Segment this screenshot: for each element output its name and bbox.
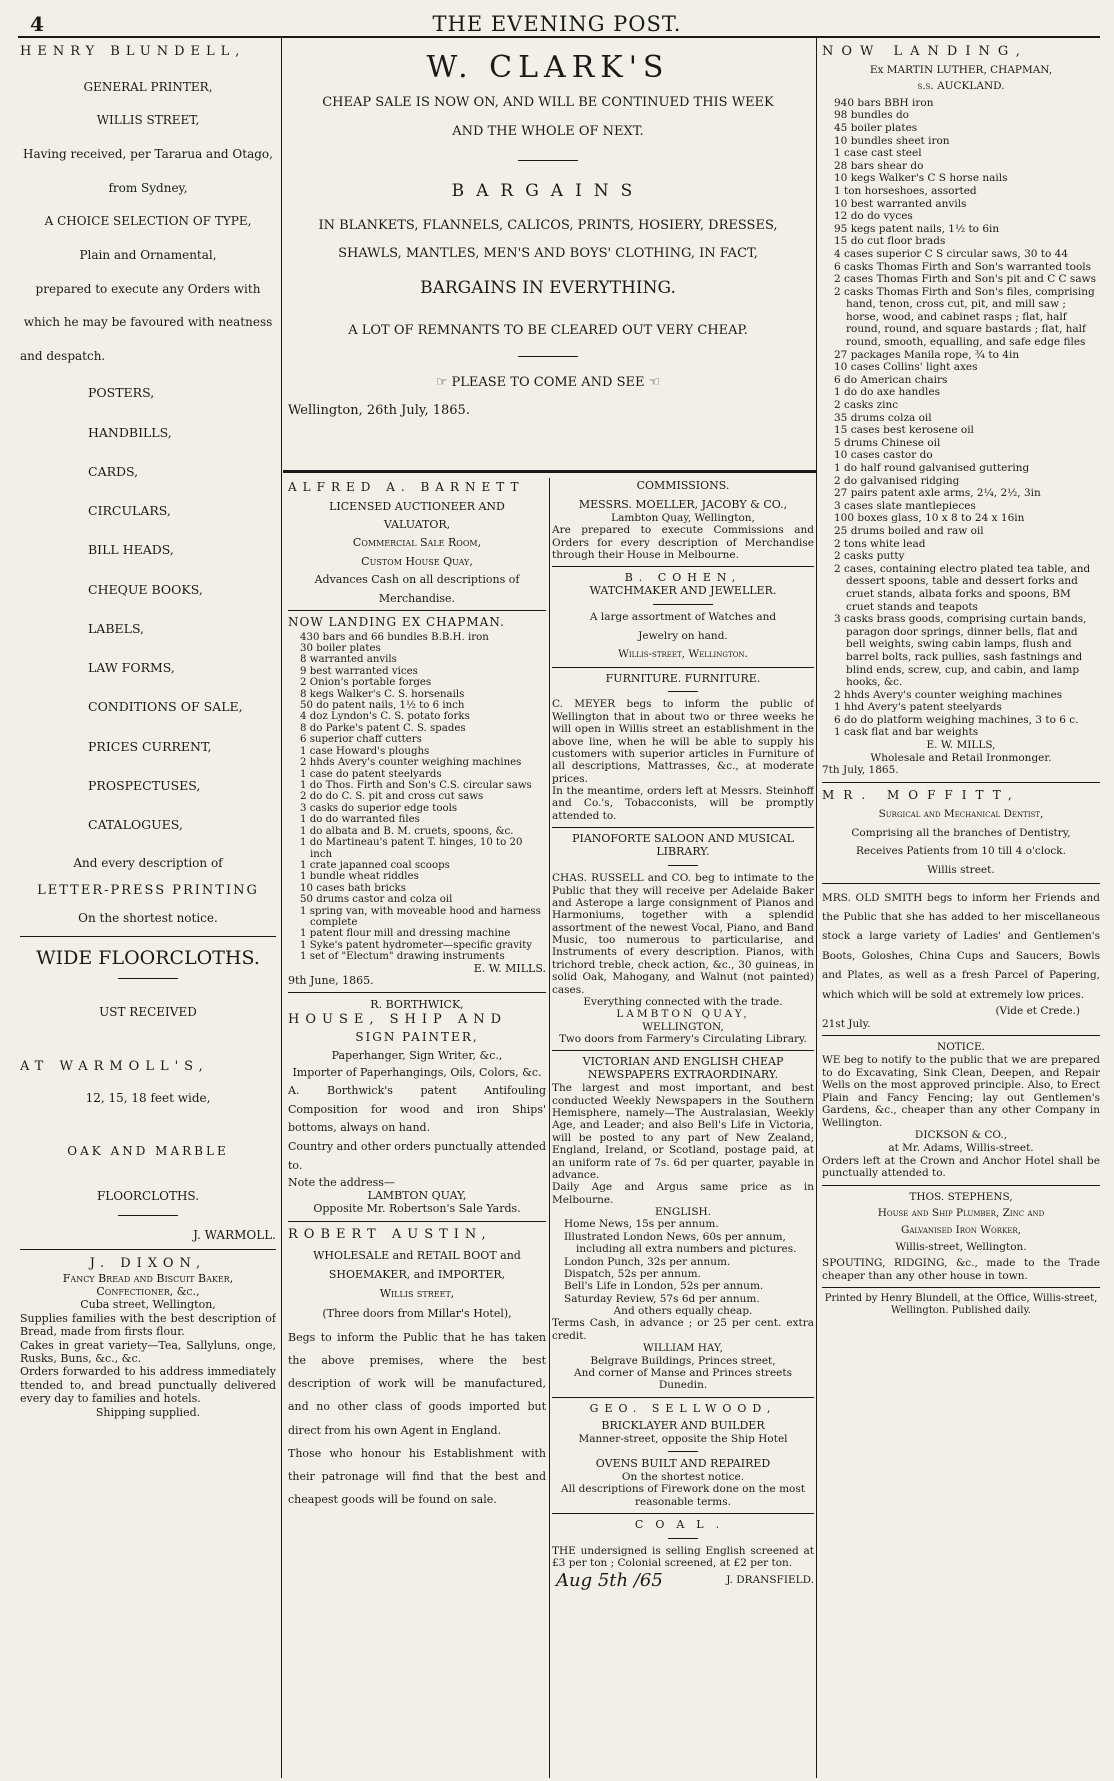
list-item: 15 do cut floor brads xyxy=(834,235,946,248)
ad-line: Wholesale and Retail Ironmonger. xyxy=(870,751,1052,764)
list-item: 4 cases superior C S circular saws, 30 to 44 xyxy=(834,247,1069,260)
list-item: 2 do do C. S. pit and cross cut saws xyxy=(300,791,484,803)
ad-line: (Vide et Crede.) xyxy=(995,1005,1080,1018)
ad-line: Having received, per Tararua and Otago, xyxy=(23,147,273,162)
ad-line: All descriptions of Firework done on the most reasonable terms. xyxy=(561,1483,805,1508)
ad-divider xyxy=(552,1397,814,1398)
ad-moffitt xyxy=(822,788,1100,877)
ad-divider xyxy=(668,691,698,692)
ad-line: LAMBTON QUAY, xyxy=(616,1008,750,1021)
ad-line: and despatch. xyxy=(20,348,106,363)
list-item: 1 case do patent steelyards xyxy=(300,768,442,780)
list-item: 4 doz Lyndon's C. S. potato forks xyxy=(300,711,470,723)
list-item: 2 cases Thomas Firth and Son's pit and C C saws xyxy=(834,273,1096,286)
ad-body: Those who honour his Establishment with their patronage will find that the best and cheapest goods will be found on sale. xyxy=(288,1446,546,1506)
list-item: London Punch, 32s per annum. xyxy=(564,1255,731,1268)
list-item: Illustrated London News, 60s per annum, including all extra numbers and pictures. xyxy=(564,1230,797,1256)
ad-moeller xyxy=(552,480,814,561)
ad-divider xyxy=(288,992,546,993)
advertiser-name: ALFRED A. BARNETT xyxy=(288,480,525,494)
ad-line xyxy=(288,375,808,391)
ad-body: In the meantime, orders left at Messrs. Steinhoff and Co.'s, Tobacconists, will be promptly attended to. xyxy=(552,785,814,822)
list-item: 1 do albata and B. M. cruets, spoons, &c. xyxy=(300,825,514,837)
list-item: LABELS, xyxy=(88,620,145,636)
ad-body: MRS. OLD SMITH begs to inform her Friends and the Public that she has added to her miscellaneous stock a large variety of Ladies' and Gentlemen's Boots, Goloshes, China Cups and Saucers, Bowls and Plates, as well as a fresh Parcel of Papering, which which will be sold at extremely low prices. xyxy=(822,891,1100,1001)
list-item: Saturday Review, 57s 6d per annum. xyxy=(564,1292,760,1305)
advertiser-name: GEO. SELLWOOD, xyxy=(589,1401,777,1415)
newspaper-title: THE EVENING POST. xyxy=(432,12,682,36)
list-item: 2 Onion's portable forges xyxy=(300,677,432,689)
ad-line: Paperhanger, Sign Writer, &c., xyxy=(331,1049,503,1063)
column-divider xyxy=(549,478,550,1778)
ad-blundell xyxy=(20,44,276,926)
ad-title: COAL. xyxy=(634,1518,732,1532)
ad-heading: BARGAINS IN EVERYTHING. xyxy=(420,277,676,298)
ad-line: Two doors from Farmery's Circulating Library. xyxy=(559,1033,807,1046)
list-item: CHEQUE BOOKS, xyxy=(88,581,203,597)
ad-warmoll xyxy=(20,947,276,1243)
ad-sellwood xyxy=(552,1403,814,1508)
list-item: 1 do half round galvanised guttering xyxy=(834,462,1030,474)
ad-body: CHAS. RUSSELL and CO. beg to intimate to the Public that they will receive per Adelaide Baker and Asterope a large consignment of Pianos and Harmoniums, together with a splendid assortment of the newest Vocal, Piano, and Band Music, too numerous to particularise, and Instruments of every description. Pianos, with trichord treble, check action, &c., 30 guineas, in solid Oak, Mahogany, and Walnut (not painted) cases. xyxy=(552,872,814,996)
ad-line: Surgical and Mechanical Dentist, xyxy=(878,808,1044,821)
list-item: 100 boxes glass, 10 x 8 to 24 x 16in xyxy=(834,512,1025,525)
ad-line: GENERAL PRINTER, xyxy=(83,79,213,94)
page-number: 4 xyxy=(30,12,44,36)
ad-line: Importer of Paperhangings, Oils, Colors, &c. xyxy=(292,1065,542,1079)
newspaper-list xyxy=(552,1218,814,1305)
ad-line: Confectioner, &c., xyxy=(96,1285,200,1299)
ad-line: s.s. AUCKLAND. xyxy=(917,80,1005,93)
ad-divider xyxy=(518,356,578,357)
list-item: 8 warranted anvils xyxy=(300,654,397,666)
list-item: LAW FORMS, xyxy=(88,660,175,676)
list-item: 6 do do platform weighing machines, 3 to 6 c. xyxy=(834,713,1079,726)
ad-divider xyxy=(822,1287,1100,1288)
ad-divider xyxy=(518,160,578,161)
list-item: CONDITIONS OF SALE, xyxy=(88,699,243,715)
list-item: Home News, 15s per annum. xyxy=(564,1218,719,1231)
ad-line: Manner-street, opposite the Ship Hotel xyxy=(578,1432,788,1445)
ad-divider xyxy=(668,865,698,866)
list-item: 5 drums Chinese oil xyxy=(834,436,941,449)
ad-line: LICENSED AUCTIONEER AND xyxy=(329,499,505,513)
handwritten-date: Aug 5th /65 xyxy=(556,1569,663,1591)
ad-divider xyxy=(552,827,814,828)
ad-line: Dunedin. xyxy=(658,1379,708,1392)
list-item: CIRCULARS, xyxy=(88,503,171,519)
ad-body: Terms Cash, in advance ; or 25 per cent. extra credit. xyxy=(552,1317,814,1342)
ad-line: 12, 15, 18 feet wide, xyxy=(85,1091,211,1106)
ad-divider xyxy=(552,667,814,668)
ad-line: LAMBTON QUAY, xyxy=(367,1188,467,1202)
ad-line: Willis street, xyxy=(379,1287,455,1301)
section-rule xyxy=(283,470,816,473)
list-item: 1 do Thos. Firth and Son's C.S. circular saws xyxy=(300,779,532,791)
ad-line: On the shortest notice. xyxy=(621,1471,745,1483)
ad-barnett xyxy=(288,480,546,605)
ad-line: IN BLANKETS, FLANNELS, CALICOS, PRINTS, HOSIERY, DRESSES, xyxy=(318,218,778,234)
ad-divider xyxy=(822,883,1100,884)
ad-divider xyxy=(288,610,546,611)
list-item: 1 ton horseshoes, assorted xyxy=(834,184,977,197)
column-middle-right xyxy=(552,480,814,1775)
ad-meyer xyxy=(552,673,814,823)
ad-line: AND THE WHOLE OF NEXT. xyxy=(452,124,644,140)
ad-body: Cakes in great variety—Tea, Sallyluns, onge, Rusks, Buns, &c., &c. xyxy=(20,1338,276,1366)
ad-coal xyxy=(552,1519,814,1594)
advertiser-name: R. BORTHWICK, xyxy=(370,998,464,1012)
list-item: 3 casks do superior edge tools xyxy=(300,802,458,814)
masthead xyxy=(0,6,1114,36)
ad-heading: BARGAINS xyxy=(451,181,645,202)
ad-line: (Three doors from Millar's Hotel), xyxy=(322,1306,512,1320)
list-item: 2 hhds Avery's counter weighing machines xyxy=(300,757,522,769)
ad-date: 7th July, 1865. xyxy=(822,764,899,777)
ad-line: Willis-street, Wellington. xyxy=(618,648,748,661)
list-item: CATALOGUES, xyxy=(88,817,183,833)
ad-heading: SIGN PAINTER, xyxy=(355,1029,479,1044)
ad-body: Orders forwarded to his address immediately ttended to, and bread punctually delivered every day to families and hotels. xyxy=(20,1365,276,1406)
ad-clark xyxy=(288,44,808,466)
list-item: 2 hhds Avery's counter weighing machines xyxy=(834,688,1063,701)
printing-services-list xyxy=(20,385,276,832)
ad-line: Plain and Ornamental, xyxy=(79,247,217,262)
ad-line: And corner of Manse and Princes streets xyxy=(574,1366,792,1379)
advertiser-name: ROBERT AUSTIN, xyxy=(288,1226,492,1242)
list-item: 940 bars BBH iron xyxy=(834,96,934,109)
list-item: 430 bars and 66 bundles B.B.H. iron xyxy=(300,631,489,643)
ad-line: Shipping supplied. xyxy=(95,1405,201,1419)
ad-title: PIANOFORTE SALOON AND MUSICAL LIBRARY. xyxy=(572,832,794,859)
ad-text: PLEASE TO COME AND SEE xyxy=(451,375,645,391)
list-item: 50 drums castor and colza oil xyxy=(300,894,453,906)
ad-divider xyxy=(552,566,814,567)
ad-date: 21st July. xyxy=(822,1017,871,1030)
list-item: 6 superior chaff cutters xyxy=(300,734,422,746)
ad-title: COMMISSIONS. xyxy=(636,480,730,492)
list-item: 1 spring van, with moveable hood and harness complete xyxy=(300,905,541,929)
ad-divider xyxy=(118,978,178,979)
list-item: 10 kegs Walker's C S horse nails xyxy=(834,172,1008,185)
list-item: 1 bundle wheat riddles xyxy=(300,871,419,883)
list-item: 10 cases bath bricks xyxy=(300,882,406,894)
column-middle-left xyxy=(288,480,546,1775)
ad-divider xyxy=(668,1538,698,1539)
list-item: 50 do patent nails, 1½ to 6 inch xyxy=(300,700,465,712)
ad-date: Wellington, 26th July, 1865. xyxy=(288,403,470,419)
ad-body: SPOUTING, RIDGING, &c., made to the Trade cheaper than any other house in town. xyxy=(822,1257,1100,1282)
ad-line: A large assortment of Watches and xyxy=(589,611,777,624)
ad-line: On the shortest notice. xyxy=(78,910,218,925)
ad-line: And every description of xyxy=(73,856,223,871)
ad-divider xyxy=(668,1451,698,1452)
list-item: 1 do do axe handles xyxy=(834,386,940,399)
advertiser-name: MR. MOFFITT, xyxy=(822,787,1021,802)
ad-line: SHOEMAKER, and IMPORTER, xyxy=(328,1267,506,1281)
ad-body: A. Borthwick's patent Antifouling Composition for wood and iron Ships' bottoms, always on hand. xyxy=(288,1084,546,1135)
ad-line: Everything connected with the trade. xyxy=(583,995,783,1008)
list-item: CARDS, xyxy=(88,463,139,479)
list-item: 2 tons white lead xyxy=(834,537,926,550)
ad-line: Fancy Bread and Biscuit Baker, xyxy=(62,1271,234,1285)
ad-divider xyxy=(552,1050,814,1051)
list-item: 2 casks zinc xyxy=(834,399,899,412)
list-item: 8 do Parke's patent C. S. spades xyxy=(300,722,466,734)
ad-body: Supplies families with the best description of Bread, made from firsts flour. xyxy=(20,1311,276,1339)
goods-list xyxy=(288,632,546,963)
ad-line: AT WARMOLL'S, xyxy=(20,1059,209,1075)
ad-footer xyxy=(552,1570,814,1594)
list-item: 6 casks Thomas Firth and Son's warranted tools xyxy=(834,260,1092,273)
list-item: BILL HEADS, xyxy=(88,542,174,558)
advertiser-name: J. DIXON, xyxy=(89,1255,207,1271)
column-left xyxy=(20,44,276,1779)
ad-line: Note the address— xyxy=(288,1175,395,1189)
list-item: HANDBILLS, xyxy=(88,424,172,440)
ad-body: Begs to inform the Public that he has taken the above premises, where the best description of work will be manufactured, and no other class of goods imported but direct from his own Agent in England. xyxy=(288,1331,546,1437)
column-divider xyxy=(281,38,282,1778)
ad-title: W. CLARK'S xyxy=(426,50,670,85)
ad-heading: HOUSE, SHIP AND xyxy=(288,1011,508,1027)
ad-line: FLOORCLOTHS. xyxy=(96,1188,200,1203)
ad-line: Merchandise. xyxy=(378,591,456,605)
ad-line: Custom House Quay, xyxy=(361,554,473,568)
list-item: 1 cask flat and bar weights xyxy=(834,726,979,739)
ad-line: SHAWLS, MANTLES, MEN'S AND BOYS' CLOTHING, IN FACT, xyxy=(338,245,758,261)
advertiser-name: B. COHEN, xyxy=(624,571,742,585)
ad-line: Galvanised Iron Worker, xyxy=(900,1224,1021,1237)
ad-body: Daily Age and Argus same price as in Melbourne. xyxy=(552,1181,814,1206)
ad-title: NOW LANDING, xyxy=(822,44,1028,59)
ad-title: NOW LANDING EX CHAPMAN. xyxy=(288,615,505,630)
pointing-hand-icon: ☞ xyxy=(435,375,452,391)
ad-title: NOTICE. xyxy=(937,1041,985,1054)
ad-body: WE beg to notify to the public that we are prepared to do Excavating, Sink Clean, Deepen, and Repair Wells on the most approved principle. Also, to Erect Plain and Fancy Fencing; lay out Gentlemen's Gardens, &c., cheaper than any other Company in Wellington. xyxy=(822,1053,1100,1129)
pointing-hand-icon: ☜ xyxy=(644,375,661,391)
list-item: 9 best warranted vices xyxy=(300,665,418,677)
ad-signature: DICKSON & CO., xyxy=(914,1129,1008,1142)
ad-line: Comprising all the branches of Dentistry, xyxy=(851,826,1071,839)
ad-cohen xyxy=(552,572,814,660)
list-item: 95 kegs patent nails, 1½ to 6in xyxy=(834,222,1000,235)
ad-line: A LOT OF REMNANTS TO BE CLEARED OUT VERY CHEAP. xyxy=(348,322,748,338)
ad-landing-chapman xyxy=(288,616,546,987)
list-item: 1 case Howard's ploughs xyxy=(300,745,430,757)
ad-russell xyxy=(552,833,814,1045)
list-item: 1 set of "Electum" drawing instruments xyxy=(300,951,505,963)
ad-divider xyxy=(20,1249,276,1250)
ad-line: And others equally cheap. xyxy=(613,1305,753,1318)
list-item: 28 bars shear do xyxy=(834,159,924,172)
ad-line: OVENS BUILT AND REPAIRED xyxy=(595,1457,771,1471)
list-item: 3 casks brass goods, comprising curtain bands, paragon door springs, dinner bells, flat and bell weights, swing cabin lamps, flush and barrel bolts, rack pullies, sash fastnings and blind ends, screw, cup, and cabin, and lamp hooks, &c. xyxy=(834,613,1087,689)
list-item: 1 do do warranted files xyxy=(300,814,420,826)
ad-title: WIDE FLOORCLOTHS. xyxy=(36,946,260,969)
ad-line: which he may be favoured with neatness xyxy=(23,315,273,330)
list-item: 3 cases slate mantlepieces xyxy=(834,499,976,512)
ad-body: Are prepared to execute Commissions and Orders for every description of Merchandise through their House in Melbourne. xyxy=(552,524,814,562)
ad-signature: E. W. MILLS. xyxy=(473,961,546,975)
list-item: 25 drums boiled and raw oil xyxy=(834,524,984,537)
list-item: 1 do Martineau's patent T. hinges, 10 to 20 inch xyxy=(300,837,523,860)
ad-dixon xyxy=(20,1256,276,1419)
ad-line: Belgrave Buildings, Princes street, xyxy=(590,1354,776,1367)
list-item: 27 packages Manila rope, ¾ to 4in xyxy=(834,348,1020,361)
ad-line: at Mr. Adams, Willis-street. xyxy=(888,1142,1034,1155)
ad-line: Advances Cash on all descriptions of xyxy=(314,573,520,587)
ad-line: Ex MARTIN LUTHER, CHAPMAN, xyxy=(869,63,1053,76)
list-item: Dispatch, 52s per annum. xyxy=(564,1267,701,1280)
ad-borthwick xyxy=(288,998,546,1215)
ad-divider xyxy=(20,936,276,937)
list-item: 12 do do vyces xyxy=(834,210,913,223)
ad-line: OAK AND MARBLE xyxy=(67,1143,229,1158)
printer-imprint: Printed by Henry Blundell, at the Office, Willis-street, Wellington. Published daily. xyxy=(824,1293,1098,1317)
ad-smith xyxy=(822,889,1100,1031)
list-item: 6 do American chairs xyxy=(834,373,948,386)
ad-body: Orders left at the Crown and Anchor Hotel shall be punctually attended to. xyxy=(822,1154,1100,1180)
ad-line: Jewelry on hand. xyxy=(638,629,728,642)
ad-line: Willis-street, Wellington. xyxy=(895,1240,1027,1253)
list-item: Bell's Life in London, 52s per annum. xyxy=(564,1280,764,1293)
masthead-rule xyxy=(18,36,1100,38)
list-item: 15 cases best kerosene oil xyxy=(834,424,974,437)
ad-title: VICTORIAN AND ENGLISH CHEAP NEWSPAPERS EXTRAORDINARY. xyxy=(582,1055,784,1082)
ad-divider xyxy=(653,604,713,605)
ad-line: A CHOICE SELECTION OF TYPE, xyxy=(44,214,252,229)
ad-line: UST RECEIVED xyxy=(99,1004,197,1019)
ad-divider xyxy=(822,782,1100,783)
list-item: 45 boiler plates xyxy=(834,121,918,134)
advertiser-name: MESSRS. MOELLER, JACOBY & CO., xyxy=(578,497,788,511)
ad-date: 9th June, 1865. xyxy=(288,974,374,988)
ad-signature: J. WARMOLL. xyxy=(193,1228,276,1243)
ad-divider xyxy=(822,1035,1100,1036)
ad-line: Willis street. xyxy=(927,864,995,877)
column-divider xyxy=(816,38,817,1778)
ad-line: from Sydney, xyxy=(108,180,188,195)
list-item: PRICES CURRENT, xyxy=(88,738,212,754)
list-item: PROSPECTUSES, xyxy=(88,777,201,793)
ad-dickson xyxy=(822,1041,1100,1180)
ad-heading: ENGLISH. xyxy=(654,1206,712,1219)
ad-line: WILLIS STREET, xyxy=(96,113,200,128)
ad-line: Receives Patients from 10 till 4 o'clock. xyxy=(855,845,1066,858)
ad-line: WHOLESALE and RETAIL BOOT and xyxy=(313,1248,521,1262)
ad-body: THE undersigned is selling English screened at £3 per ton ; Colonial screened, at £2 per ton. xyxy=(552,1545,814,1570)
list-item: 8 kegs Walker's C. S. horsenails xyxy=(300,688,465,700)
ad-line: LETTER-PRESS PRINTING xyxy=(37,883,259,899)
list-item: 1 Syke's patent hydrometer—specific gravity xyxy=(300,939,533,951)
list-item: 10 cases Collins' light axes xyxy=(834,361,978,374)
ad-line: WELLINGTON, xyxy=(642,1020,724,1033)
ad-austin xyxy=(288,1227,546,1511)
ad-line: Commercial Sale Room, xyxy=(352,536,482,550)
list-item: 2 cases, containing electro plated tea table, and dessert spoons, table and dessert forks and cruet stands, albata forks and spoons, BM cruet stands and teapots xyxy=(834,562,1091,613)
ad-landing-luther xyxy=(822,44,1100,777)
list-item: 10 bundles sheet iron xyxy=(834,134,950,147)
list-item: 35 drums colza oil xyxy=(834,411,932,424)
ad-line: House and Ship Plumber, Zinc and xyxy=(877,1207,1045,1220)
ad-body: The largest and most important, and best conducted Weekly Newspapers in the Southern Hemisphere, namely—The Australasian, Weekly Age, and Leader; and also Bell's Life in Victoria, will be posted to any part of New Zealand, England, Ireland, or Scotland, postage paid, at an uniform rate of 7s. 6d per quarter, payable in advance. xyxy=(552,1082,814,1181)
list-item: 98 bundles do xyxy=(834,109,910,122)
ad-body: Country and other orders punctually attended to. xyxy=(288,1140,546,1172)
list-item: 30 boiler plates xyxy=(300,642,381,654)
advertiser-name: HENRY BLUNDELL, xyxy=(20,44,246,59)
ad-divider xyxy=(552,1513,814,1514)
ad-divider xyxy=(822,1185,1100,1186)
ad-line: Lambton Quay, Wellington, xyxy=(611,511,755,524)
list-item: 1 crate japanned coal scoops xyxy=(300,859,450,871)
ad-line: VALUATOR, xyxy=(383,518,451,532)
ad-line: BRICKLAYER AND BUILDER xyxy=(601,1418,765,1432)
list-item: 1 hhd Avery's patent steelyards xyxy=(834,701,1002,714)
list-item: 1 patent flour mill and dressing machine xyxy=(300,928,511,940)
ad-line: WATCHMAKER AND JEWELLER. xyxy=(589,584,777,598)
ad-stephens xyxy=(822,1191,1100,1283)
list-item: 27 pairs patent axle arms, 2¼, 2½, 3in xyxy=(834,487,1041,500)
list-item: 10 best warranted anvils xyxy=(834,197,967,210)
list-item: 10 cases castor do xyxy=(834,449,933,462)
ad-line: Opposite Mr. Robertson's Sale Yards. xyxy=(313,1202,521,1216)
list-item: 2 do galvanised ridging xyxy=(834,474,960,487)
ad-signature: WILLIAM HAY, xyxy=(643,1342,723,1355)
list-item: 1 case cast steel xyxy=(834,147,922,160)
column-right xyxy=(822,44,1100,1779)
ad-signature: J. DRANSFIELD. xyxy=(726,1573,814,1586)
goods-list xyxy=(822,97,1100,739)
ad-newspapers xyxy=(552,1056,814,1391)
list-item: POSTERS, xyxy=(88,385,155,401)
list-item: 2 casks putty xyxy=(834,550,905,563)
ad-line: prepared to execute any Orders with xyxy=(35,281,261,296)
ad-divider xyxy=(118,1215,178,1216)
ad-signature: E. W. MILLS, xyxy=(926,739,996,752)
advertiser-name: THOS. STEPHENS, xyxy=(909,1190,1013,1203)
ad-body: C. MEYER begs to inform the public of Wellington that in about two or three weeks he will open in Willis street an establishment in the above line, when he will be able to supply his customers with superior articles in Furniture of all descriptions, Mattrasses, &c., at moderate prices. xyxy=(552,698,814,785)
ad-line: Cuba street, Wellington, xyxy=(80,1298,216,1312)
ad-title: FURNITURE. FURNITURE. xyxy=(605,671,761,685)
list-item: 2 casks Thomas Firth and Son's files, comprising hand, tenon, cross cut, pit, and mill saw ; horse, wood, and cabinet rasps ; flat, half round, round, and square bastards ; flat, half round, smooth, equalling, and safe edge files xyxy=(834,285,1095,349)
ad-divider xyxy=(288,1221,546,1222)
ad-line: CHEAP SALE IS NOW ON, AND WILL BE CONTINUED THIS WEEK xyxy=(322,94,774,110)
